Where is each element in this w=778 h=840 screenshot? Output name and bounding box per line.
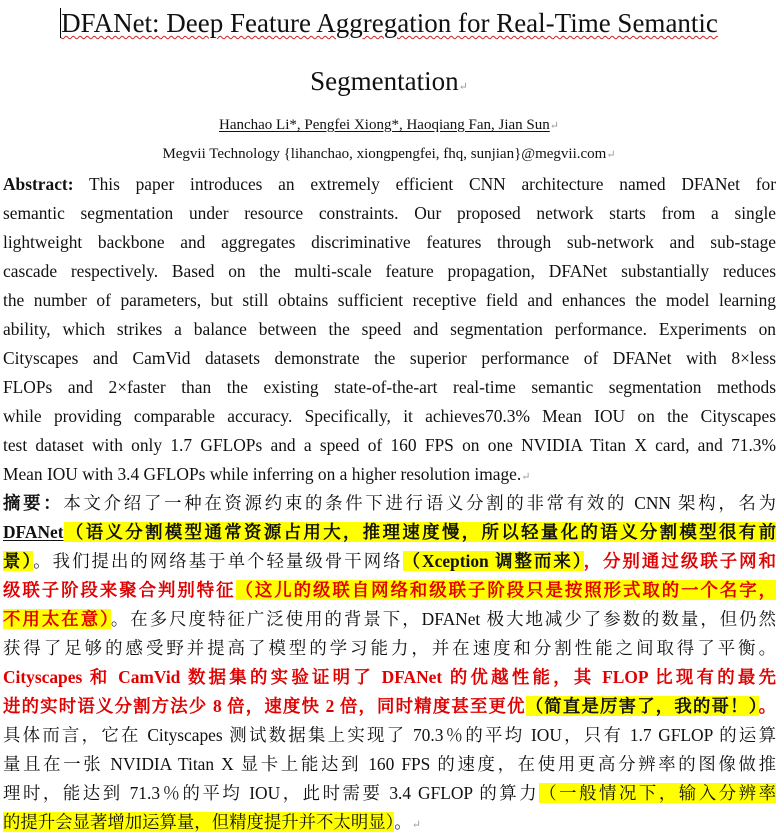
zh-line: 进的实时语义分割方法少 8 倍，速度快 2 倍，同时精度甚至更优（简直是厉害了，我的哥！）。: [3, 696, 776, 716]
red-emphasis: 级联子阶段来聚合判别特征: [3, 580, 236, 600]
highlighted-note: 景）: [3, 551, 34, 571]
title-text-1: DFANet: Deep Feature Aggregation for Real-Time Semantic: [61, 8, 718, 38]
abstract-line: Abstract: This paper introduces an extremely efficient CNN architecture named DFANet for: [3, 174, 776, 194]
red-emphasis: 进的实时语义分割方法少 8 倍，速度快 2 倍，同时精度甚至更优: [3, 696, 526, 716]
highlighted-note: 的提升会显著增加运算量，但精度提升并不太明显）: [3, 812, 395, 832]
abstract-line: ability, which strikes a balance between the speed and segmentation performance. Experiments on: [3, 319, 776, 339]
abstract-line: the number of parameters, but still obtains sufficient receptive field and enhances the model learning: [3, 290, 776, 310]
paper-title-line-2: [0, 66, 778, 102]
zh-line: 理时，能达到 71.3％的平均 IOU，此时需要 3.4 GFLOP 的算力（一般情况下，输入分辨率: [3, 783, 776, 803]
abstract-label: Abstract:: [3, 174, 74, 194]
affiliation: Megvii Technology {lihanchao, xiongpengfei, fhq, sunjian}@megvii.com: [162, 146, 607, 162]
paper-title-line-1: [0, 8, 778, 38]
highlighted-note: （一般情况下，输入分辨率: [539, 783, 776, 803]
highlighted-note: （Xception 调整而来）: [402, 551, 584, 571]
paragraph-mark: ↵: [521, 471, 531, 483]
abstract-line: Mean IOU with 3.4 GFLOPs while inferring on a higher resolution image.↵: [3, 464, 531, 484]
abstract-line: semantic segmentation under resource constraints. Our proposed network starts from a single: [3, 203, 776, 223]
paragraph-mark: ↵: [606, 149, 616, 161]
zh-line: 不用太在意）。在多尺度特征广泛使用的背景下，DFANet 极大地减少了参数的数量，但仍然: [3, 609, 776, 629]
zh-abstract-label: 摘要：: [3, 493, 64, 513]
title-text-2: Segmentation: [310, 66, 459, 96]
highlighted-note: （语义分割模型通常资源占用大，推理速度慢，所以轻量化的语义分割模型很有前: [63, 522, 776, 542]
paragraph-mark: ↵: [458, 81, 468, 93]
highlighted-note: （这儿的级联自网络和级联子阶段只是按照形式取的一个名字，: [235, 580, 776, 600]
paragraph-mark: ↵: [549, 120, 559, 132]
abstract-chinese: [3, 489, 776, 837]
abstract-line: cascade respectively. Based on the multi-scale feature propagation, DFANet substantially reduces: [3, 261, 776, 281]
abstract-line: test dataset with only 1.7 GFLOPs and a speed of 160 FPS on one NVIDIA Titan X card, and 71.3%: [3, 435, 776, 455]
zh-line: Cityscapes 和 CamVid 数据集的实验证明了 DFANet 的优越性能，其 FLOP 比现有的最先: [3, 667, 776, 687]
highlighted-note: 不用太在意）: [3, 609, 111, 629]
abstract-english: [3, 170, 776, 489]
paragraph-mark: ↵: [411, 819, 421, 831]
zh-line: 具体而言，它在 Cityscapes 测试数据集上实现了 70.3％的平均 IOU，只有 1.7 GFLOP 的运算: [3, 725, 776, 745]
abstract-line: FLOPs and 2×faster than the existing state-of-the-art real-time semantic segmentation methods: [3, 377, 776, 397]
zh-line: 获得了足够的感受野并提高了模型的学习能力，并在速度和分割性能之间取得了平衡。: [3, 638, 776, 658]
zh-line: 景）。我们提出的网络基于单个轻量级骨干网络（Xception 调整而来），分别通过级联子网和: [3, 551, 776, 571]
zh-line: [3, 576, 776, 605]
highlighted-note: （简直是厉害了，我的哥！）: [525, 696, 759, 716]
authors-line: [0, 115, 778, 136]
red-emphasis: ，分别通过级联子网和: [583, 551, 776, 571]
abstract-line: while providing comparable accuracy. Specifically, it achieves70.3% Mean IOU on the Cityscapes: [3, 406, 776, 426]
authors: Hanchao Li*, Pengfei Xiong*, Haoqiang Fan, Jian Sun: [219, 117, 550, 133]
abstract-line: Cityscapes and CamVid datasets demonstrate the superior performance of DFANet with 8×less: [3, 348, 776, 368]
zh-line: 摘要：本文介绍了一种在资源约束的条件下进行语义分割的非常有效的 CNN 架构，名为: [3, 493, 776, 513]
zh-line: DFANet（语义分割模型通常资源占用大，推理速度慢，所以轻量化的语义分割模型很有前: [3, 522, 776, 542]
zh-line: 的提升会显著增加运算量，但精度提升并不太明显）。↵: [3, 812, 421, 832]
zh-line: 量且在一张 NVIDIA Titan X 显卡上能达到 160 FPS 的速度，在使用更高分辨率的图像做推: [3, 754, 776, 774]
affiliation-line: [0, 144, 778, 165]
abstract-line: lightweight backbone and aggregates discriminative features through sub-network and sub-stage: [3, 232, 776, 252]
